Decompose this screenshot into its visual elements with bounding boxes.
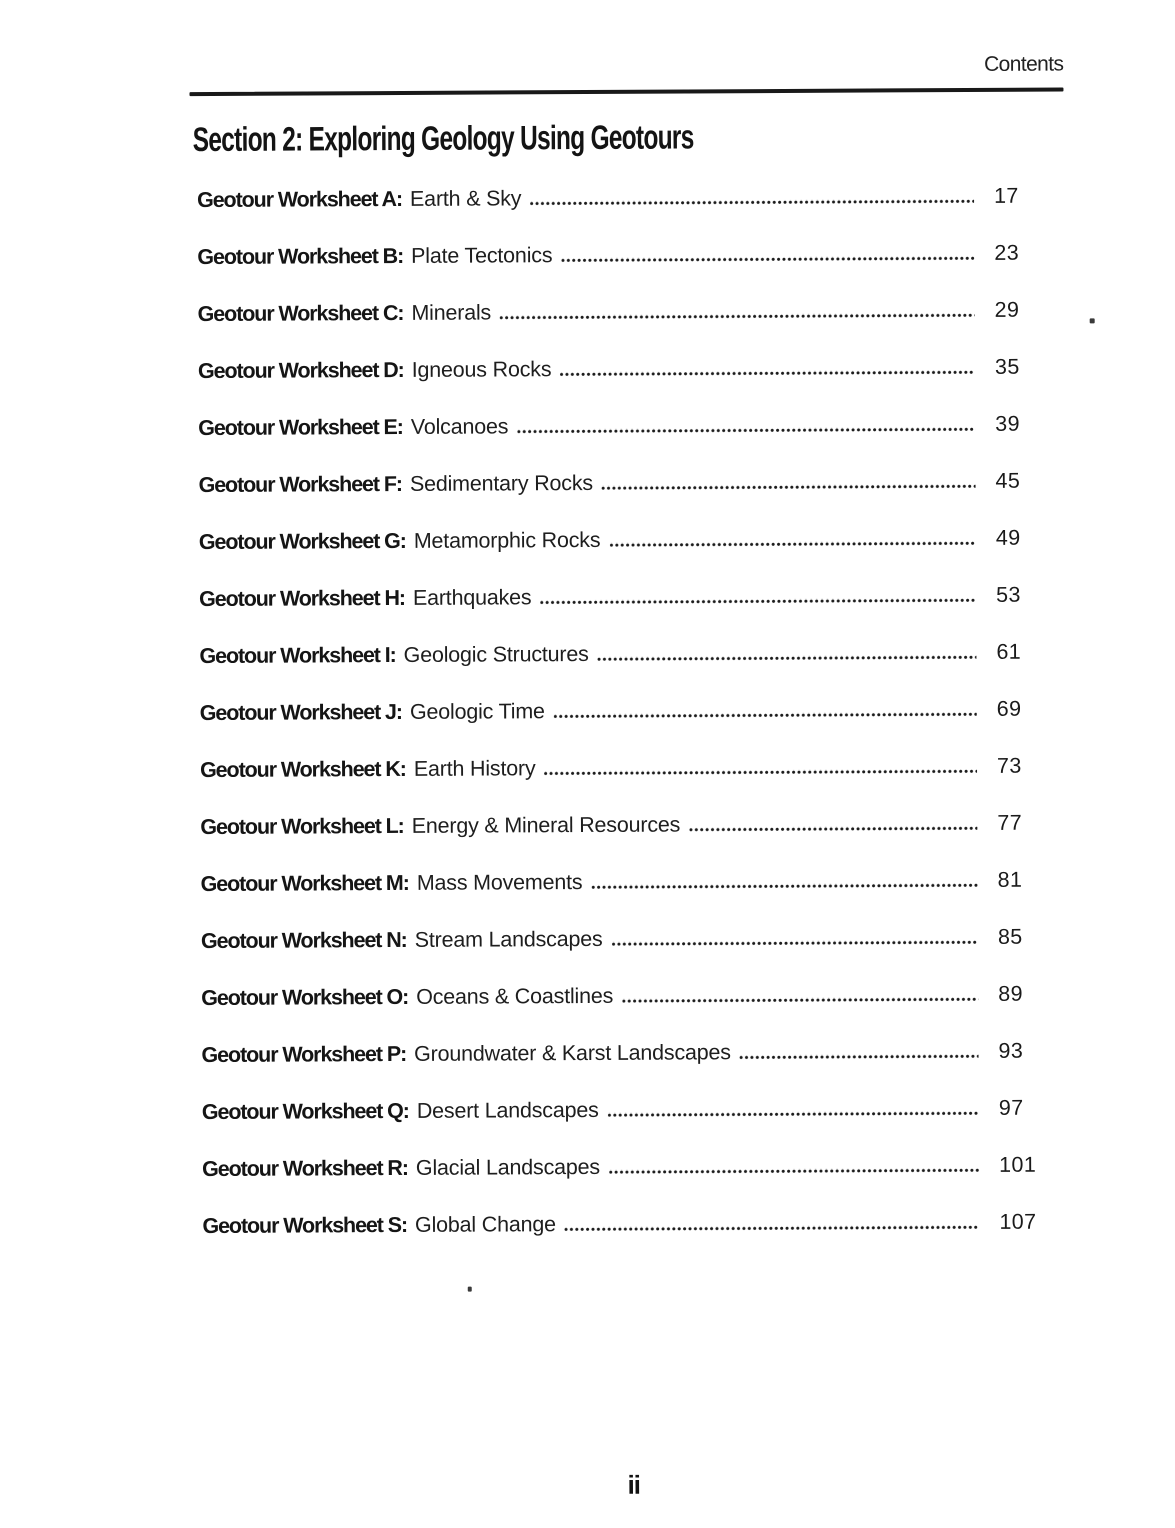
toc-entry-title: Volcanoes	[410, 414, 509, 439]
toc-leader-dots	[612, 940, 978, 946]
toc-page-number: 97	[998, 1095, 1024, 1120]
toc-entry	[199, 582, 1042, 612]
toc-page-number: 49	[995, 525, 1021, 550]
toc-page-number: 17	[993, 183, 1019, 208]
toc-page-number: 23	[994, 240, 1020, 265]
toc-leader-dots	[622, 997, 978, 1003]
toc-entry-label: Geotour Worksheet H:	[199, 585, 405, 612]
toc-page-number: 35	[994, 354, 1020, 379]
toc-leader-dots	[517, 427, 975, 433]
toc-page-number: 77	[997, 810, 1023, 835]
toc-leader-dots	[530, 199, 974, 205]
toc-entry-label: Geotour Worksheet G:	[198, 528, 406, 555]
toc-page-number: 45	[995, 468, 1021, 493]
toc-entry-label: Geotour Worksheet E:	[198, 414, 403, 441]
toc-entry	[201, 924, 1044, 954]
toc-entry-label: Geotour Worksheet L:	[200, 813, 404, 840]
contents-running-header: Contents	[984, 52, 1064, 76]
toc-entry-title: Stream Landscapes	[414, 926, 603, 952]
toc-entry	[201, 1038, 1044, 1068]
toc-entry	[198, 297, 1041, 327]
toc-entry-title: Earthquakes	[412, 585, 532, 610]
toc-entry	[202, 1209, 1045, 1239]
toc-entry	[201, 867, 1044, 897]
toc-entry-label: Geotour Worksheet D:	[197, 357, 404, 384]
toc-entry-title: Geologic Structures	[403, 641, 589, 667]
toc-entry-title: Sedimentary Rocks	[409, 470, 593, 496]
toc-leader-dots	[565, 1225, 980, 1231]
toc-entry-title: Plate Tectonics	[411, 243, 553, 268]
toc-list	[197, 183, 1046, 1270]
toc-entry-title: Minerals	[411, 300, 492, 325]
toc-leader-dots	[602, 484, 976, 490]
toc-entry-title: Mass Movements	[416, 870, 583, 895]
toc-entry-label: Geotour Worksheet Q:	[201, 1098, 409, 1125]
toc-entry	[197, 240, 1040, 270]
toc-entry-label: Geotour Worksheet I:	[199, 643, 396, 669]
toc-page-number: 101	[999, 1152, 1037, 1177]
toc-leader-dots	[598, 655, 977, 661]
toc-entry-title: Glacial Landscapes	[415, 1154, 601, 1180]
toc-entry	[197, 183, 1040, 213]
toc-entry-label: Geotour Worksheet M:	[200, 870, 409, 897]
toc-entry-label: Geotour Worksheet F:	[198, 471, 402, 498]
toc-entry-title: Igneous Rocks	[411, 357, 552, 382]
section-title: Section 2: Exploring Geology Using Geotours	[192, 118, 694, 160]
toc-leader-dots	[561, 256, 974, 262]
toc-entry-title: Oceans & Coastlines	[416, 983, 614, 1009]
toc-leader-dots	[544, 769, 977, 775]
toc-entry-title: Earth & Sky	[409, 186, 522, 211]
toc-page-number: 107	[999, 1209, 1037, 1234]
toc-leader-dots	[540, 598, 976, 604]
toc-entry-label: Geotour Worksheet O:	[201, 984, 409, 1011]
scan-artifact-speck	[1090, 318, 1095, 323]
toc-leader-dots	[608, 1111, 979, 1117]
toc-entry-label: Geotour Worksheet C:	[197, 300, 404, 327]
toc-entry-title: Global Change	[414, 1212, 556, 1237]
toc-leader-dots	[591, 883, 977, 889]
toc-page-number: 69	[996, 696, 1022, 721]
toc-entry-label: Geotour Worksheet N:	[200, 927, 407, 954]
toc-entry	[198, 468, 1041, 498]
toc-page-number: 61	[996, 639, 1022, 664]
toc-entry	[199, 639, 1042, 669]
toc-entry-title: Groundwater & Karst Landscapes	[414, 1040, 731, 1066]
toc-entry-label: Geotour Worksheet R:	[202, 1155, 408, 1182]
toc-page-number: 53	[996, 582, 1021, 607]
page-number-footer: ii	[627, 1469, 641, 1500]
toc-page-number: 89	[998, 981, 1023, 1006]
toc-entry	[202, 1152, 1045, 1182]
toc-page-number: 81	[997, 867, 1023, 892]
toc-entry-label: Geotour Worksheet B:	[197, 243, 404, 270]
scan-artifact-speck	[468, 1287, 472, 1292]
toc-leader-dots	[500, 313, 975, 319]
toc-leader-dots	[554, 712, 977, 718]
toc-entry	[202, 1095, 1045, 1125]
toc-leader-dots	[609, 1168, 979, 1174]
toc-page-number: 39	[995, 411, 1021, 436]
toc-leader-dots	[560, 370, 975, 376]
toc-entry	[198, 354, 1041, 384]
toc-page-number: 93	[998, 1038, 1024, 1063]
toc-leader-dots	[609, 541, 975, 547]
toc-entry-title: Earth History	[413, 756, 536, 781]
toc-entry-title: Desert Landscapes	[416, 1097, 599, 1123]
toc-entry	[200, 810, 1043, 840]
toc-entry-label: Geotour Worksheet K:	[199, 756, 406, 783]
toc-entry-label: Geotour Worksheet S:	[202, 1212, 408, 1239]
toc-entry	[200, 696, 1043, 726]
toc-entry	[198, 411, 1041, 441]
toc-entry	[199, 525, 1042, 555]
toc-entry-label: Geotour Worksheet J:	[199, 699, 402, 726]
toc-entry-label: Geotour Worksheet P:	[201, 1041, 407, 1068]
toc-entry-title: Geologic Time	[409, 699, 545, 724]
toc-page-number: 85	[997, 924, 1023, 949]
toc-entry	[200, 753, 1043, 783]
toc-leader-dots	[689, 826, 977, 832]
toc-leader-dots	[740, 1054, 979, 1059]
toc-entry-title: Metamorphic Rocks	[413, 527, 601, 553]
toc-entry	[201, 981, 1044, 1011]
toc-entry-label: Geotour Worksheet A:	[196, 186, 403, 213]
header-rule	[189, 87, 1063, 96]
toc-entry-title: Energy & Mineral Resources	[411, 812, 681, 838]
toc-page-number: 29	[994, 297, 1020, 322]
toc-page-number: 73	[996, 753, 1022, 778]
